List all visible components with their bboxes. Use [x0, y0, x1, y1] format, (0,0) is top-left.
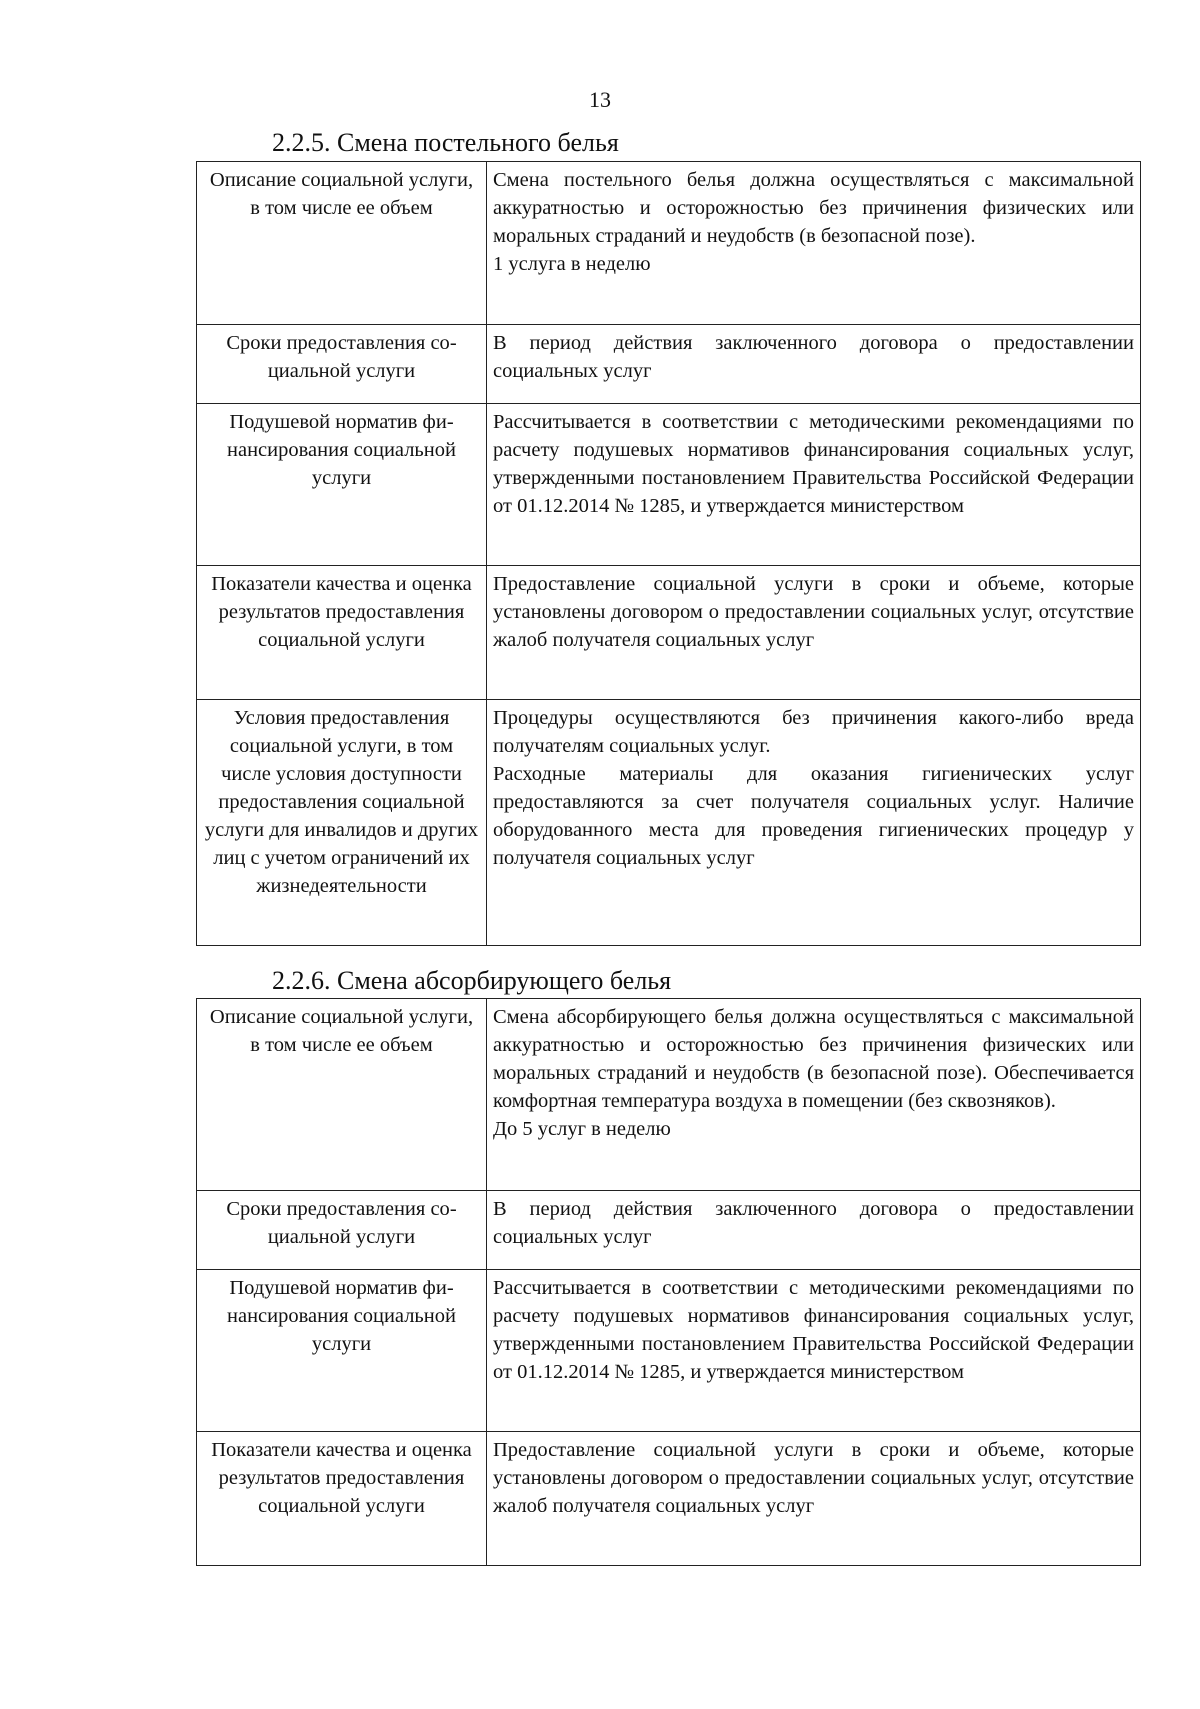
row-value — [487, 404, 1141, 566]
table-row-financing — [197, 1270, 1141, 1432]
row-label: Описание социальной услуги, в том числе ее объем — [197, 162, 487, 325]
value-line: Рассчитывается в соответствии с методическими рекомендациями по расчету подушевых нормативов финансирования социальных услуг, утвержденными постановлением Правительства Российской Федерации от 01.12.2014 № 1285, и утверждается министерством — [493, 1277, 1134, 1383]
row-label: Показатели качества и оценка результатов предоставления социальной услуги — [197, 1432, 487, 1566]
row-label: Описание социальной услуги, в том числе ее объем — [197, 999, 487, 1191]
row-label: Показатели качества и оценка результатов предоставления социальной услуги — [197, 566, 487, 700]
row-value — [487, 1270, 1141, 1432]
table-row-quality — [197, 1432, 1141, 1566]
row-label: Сроки предоставления социальной услуги — [197, 1191, 487, 1270]
section-heading-2-2-6: 2.2.6. Смена абсорбирующего белья — [272, 966, 672, 995]
value-line: 1 услуга в неделю — [493, 253, 651, 275]
table-row-financing — [197, 404, 1141, 566]
row-value — [487, 162, 1141, 325]
row-label: Подушевой норматив финансирования социальной услуги — [197, 404, 487, 566]
value-line: Смена постельного белья должна осуществляться с максимальной аккуратностью и осторожностью без причинения физических или моральных страданий и неудобств (в безопасной позе). — [493, 169, 1134, 247]
service-table-2-2-6 — [196, 998, 1141, 1566]
table-row-conditions — [197, 700, 1141, 946]
section-heading-2-2-5: 2.2.5. Смена постельного белья — [272, 128, 619, 157]
row-label: Условия предоставления социальной услуги, в том числе условия доступности предоставления социальной услуги для инвалидов и других лиц с учетом ограничений их жизнедеятельности — [197, 700, 487, 946]
value-line: Предоставление социальной услуги в сроки и объеме, которые установлены договором о предоставлении социальных услуг, отсутствие жалоб получателя социальных услуг — [493, 573, 1134, 651]
row-value — [487, 1191, 1141, 1270]
service-table-2-2-5 — [196, 161, 1141, 946]
table-row-terms — [197, 1191, 1141, 1270]
row-value — [487, 566, 1141, 700]
table-row-quality — [197, 566, 1141, 700]
value-line: Рассчитывается в соответствии с методическими рекомендациями по расчету подушевых нормативов финансирования социальных услуг, утвержденными постановлением Правительства Российской Федерации от 01.12.2014 № 1285, и утверждается министерством — [493, 411, 1134, 517]
page-number: 13 — [589, 87, 611, 112]
value-line: Процедуры осуществляются без причинения какого-либо вреда получателям социальных услуг. — [493, 707, 1134, 757]
value-line: Смена абсорбирующего белья должна осуществляться с максимальной аккуратностью и осторожностью без причинения физических или моральных страданий и неудобств (в безопасной позе). Обеспечивается комфортная температура воздуха в помещении (без сквозняков). — [493, 1006, 1134, 1112]
row-value — [487, 325, 1141, 404]
value-line: Расходные материалы для оказания гигиенических услуг предоставляются за счет получателя социальных услуг. Наличие оборудованного места для проведения гигиенических процедур у получателя социальных услуг — [493, 763, 1134, 869]
table-row-terms — [197, 325, 1141, 404]
row-value — [487, 700, 1141, 946]
table-row-description — [197, 999, 1141, 1191]
table-row-description — [197, 162, 1141, 325]
row-label: Подушевой норматив финансирования социальной услуги — [197, 1270, 487, 1432]
row-label: Сроки предоставления социальной услуги — [197, 325, 487, 404]
value-line: Предоставление социальной услуги в сроки и объеме, которые установлены договором о предоставлении социальных услуг, отсутствие жалоб получателя социальных услуг — [493, 1439, 1134, 1517]
value-line: До 5 услуг в неделю — [493, 1118, 671, 1140]
value-line: В период действия заключенного договора о предоставлении социальных услуг — [493, 332, 1134, 382]
row-value — [487, 1432, 1141, 1566]
row-value — [487, 999, 1141, 1191]
value-line: В период действия заключенного договора о предоставлении социальных услуг — [493, 1198, 1134, 1248]
